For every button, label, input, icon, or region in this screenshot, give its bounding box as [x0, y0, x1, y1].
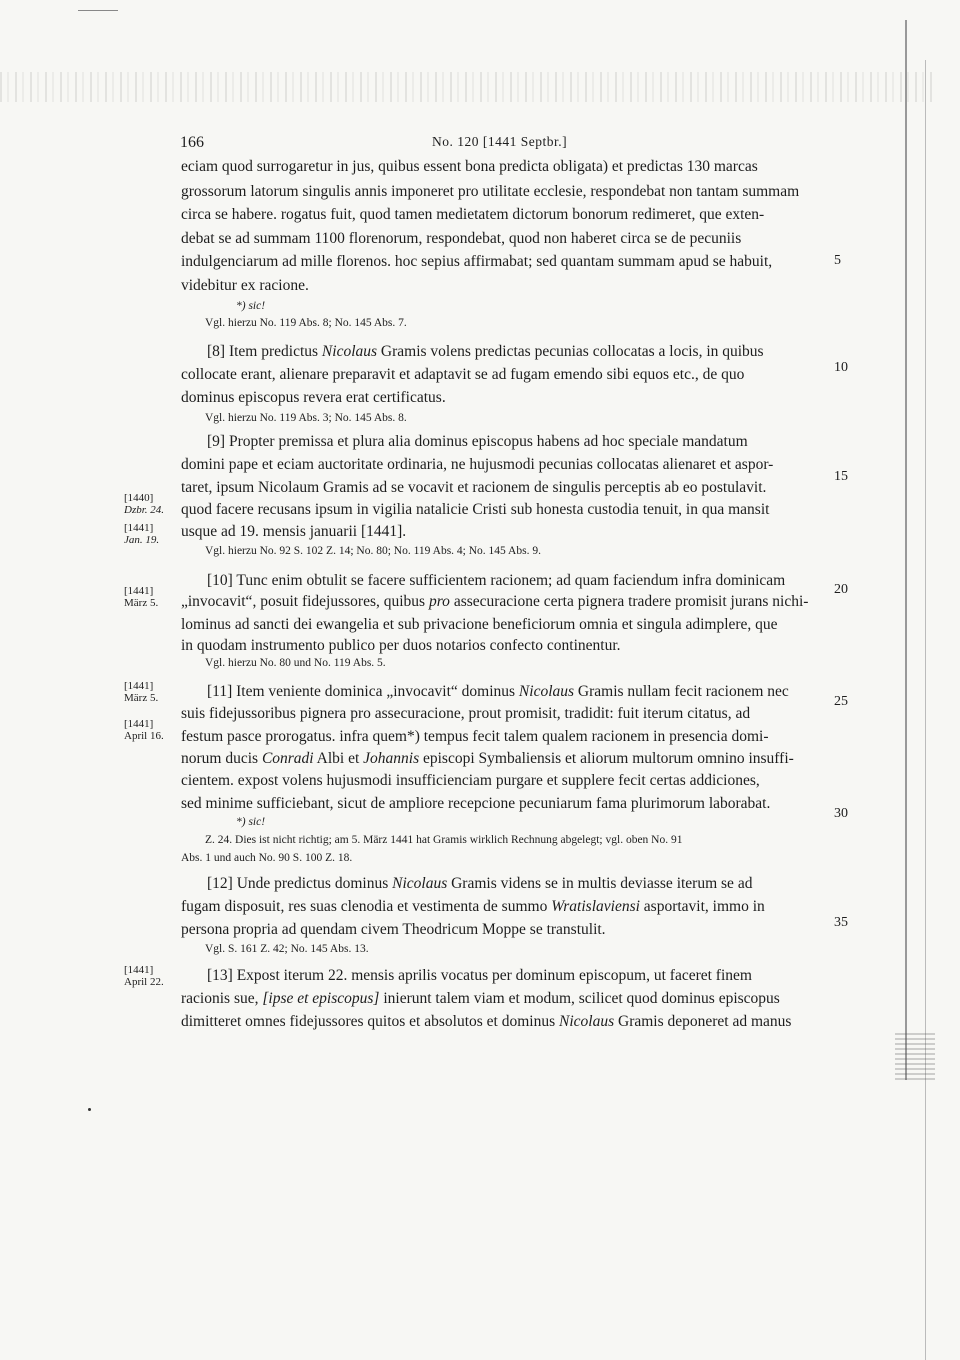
page-number: 166 [180, 134, 204, 151]
text-line: [9] Propter premissa et plura alia dominus episcopus habens ad hoc speciale mandatum [207, 433, 748, 450]
scan-margin-line [925, 60, 926, 1360]
text-line: dominus episcopus revera erat certificatus. [181, 389, 446, 406]
text-line: [10] Tunc enim obtulit se facere sufficientem racionem; ad quam faciendum infra dominicam [207, 572, 786, 589]
text-line: in quodam instrumento publico per duos notarios confecto continentur. [181, 637, 621, 654]
line-number: 5 [834, 253, 841, 268]
text-line: norum ducis Conradi Albi et Johannis episcopi Symbaliensis et aliorum multorum omnino insuffi- [181, 750, 794, 767]
text-line: debat se ad summam 1100 florenorum, respondebat, quod non haberet circa se de pecuniis [181, 230, 742, 247]
reference-note: Z. 24. Dies ist nicht richtig; am 5. März 1441 hat Gramis wirklich Rechnung abgelegt; vgl. oben No. 91 [205, 834, 683, 846]
text-line: quod facere recusans ipsum in vigilia natalicie Cristi sub honesta custodia tenuit, in qua mansit [181, 501, 770, 518]
text-line: persona propria ad quendam civem Theodricum Moppe se transtulit. [181, 921, 606, 938]
text-line: taret, ipsum Nicolaum Gramis ad se vocavit et racionem de singulis perceptis ab eo postulavit. [181, 479, 767, 496]
text-line: [8] Item predictus Nicolaus Gramis volens predictas pecunias collocatas a locis, in quibus [207, 343, 764, 360]
scan-noise-band [0, 72, 935, 102]
line-number: 10 [834, 360, 848, 375]
text-line: dimitteret omnes fidejussores quitos et absolutos et dominus Nicolaus Gramis deponeret ad manus [181, 1013, 792, 1030]
text-line: eciam quod surrogaretur in jus, quibus essent bona predicta obligata) et predictas 130 marcas [181, 158, 758, 175]
scan-corner-shadow [895, 1030, 935, 1080]
scan-margin-line [905, 20, 907, 1080]
text-line: sed minime sufficiebant, sicut de ampliore recepcione pecuniarum fama plurimorum laborabat. [181, 795, 771, 812]
reference-note: Vgl. hierzu No. 119 Abs. 3; No. 145 Abs. 8. [205, 412, 407, 424]
text-line: circa se habere. rogatus fuit, quod tamen medietatem dictorum bonorum redimeret, que exten- [181, 206, 765, 223]
text-line: lominus ad sancti dei ewangelia et sub privacione beneficiorum omnia et singula adimplere, que [181, 616, 778, 633]
line-number: 20 [834, 582, 848, 597]
reference-note: Vgl. S. 161 Z. 42; No. 145 Abs. 13. [205, 943, 369, 955]
text-line: domini pape et eciam auctoritate ordinaria, ne hujusmodi pecunias collocatas alienaret et aspor- [181, 456, 774, 473]
text-line: videbitur ex racione. [181, 277, 309, 294]
text-line: festum pasce prorogatus. infra quem*) tempus fecit talem qualem racionem in presencia domi- [181, 728, 769, 745]
line-number: 15 [834, 469, 848, 484]
line-number: 30 [834, 806, 848, 821]
text-line: [11] Item veniente dominica „invocavit“ dominus Nicolaus Gramis nullam fecit racionem nec [207, 683, 789, 700]
footnote: *) sic! [236, 300, 266, 312]
text-line: indulgenciarum ad mille florenos. hoc sepius affirmabat; sed quantam summam apud se habuit, [181, 253, 773, 270]
text-line: collocate erant, alienare preparavit et adaptavit se ad fugam emendo sibi equos etc., de quo [181, 366, 745, 383]
text-line: [13] Expost iterum 22. mensis aprilis vocatus per dominum episcopum, ut faceret finem [207, 967, 752, 984]
line-number: 25 [834, 694, 848, 709]
reference-note: Abs. 1 und auch No. 90 S. 100 Z. 18. [181, 852, 353, 864]
text-line: fugam disposuit, res suas clenodia et vestimenta de summo Wratislaviensi asportavit, immo in [181, 898, 765, 915]
running-head: No. 120 [1441 Septbr.] [432, 134, 568, 149]
scan-speck [88, 1108, 91, 1111]
text-line: grossorum latorum singulis annis imponeret pro utilitate ecclesie, respondebat non tantam summam [181, 183, 800, 200]
margin-date: [1440] Dzbr. 24. [124, 492, 165, 516]
text-line: [12] Unde predictus dominus Nicolaus Gramis videns se in multis deviasse iterum se ad [207, 875, 753, 892]
margin-date: [1441] März 5. [124, 585, 159, 609]
margin-date: [1441] April 16. [124, 718, 164, 742]
text-line: racionis sue, [ipse et episcopus] inierunt talem viam et modum, scilicet quod dominus episcopus [181, 990, 780, 1007]
scan-edge-line [78, 10, 118, 11]
reference-note: Vgl. hierzu No. 119 Abs. 8; No. 145 Abs. 7. [205, 317, 407, 329]
line-number: 35 [834, 915, 848, 930]
footnote: *) sic! [236, 816, 266, 828]
margin-date: [1441] April 22. [124, 964, 164, 988]
margin-date: [1441] Jan. 19. [124, 522, 160, 546]
text-line: „invocavit“, posuit fidejussores, quibus pro assecuracione certa pignera tradere promisit jurans nichi- [181, 593, 809, 610]
text-line: usque ad 19. mensis januarii [1441]. [181, 523, 407, 540]
reference-note: Vgl. hierzu No. 92 S. 102 Z. 14; No. 80; No. 119 Abs. 4; No. 145 Abs. 9. [205, 545, 541, 557]
text-line: suis fidejussoribus pignera pro assecuracione, prout promisit, tradidit: fuit iterum citatus, ad [181, 705, 751, 722]
margin-date: [1441] März 5. [124, 680, 159, 704]
reference-note: Vgl. hierzu No. 80 und No. 119 Abs. 5. [205, 657, 386, 669]
text-line: cientem. expost volens hujusmodi insufficienciam purgare et supplere fecit certas addiciones, [181, 772, 760, 789]
